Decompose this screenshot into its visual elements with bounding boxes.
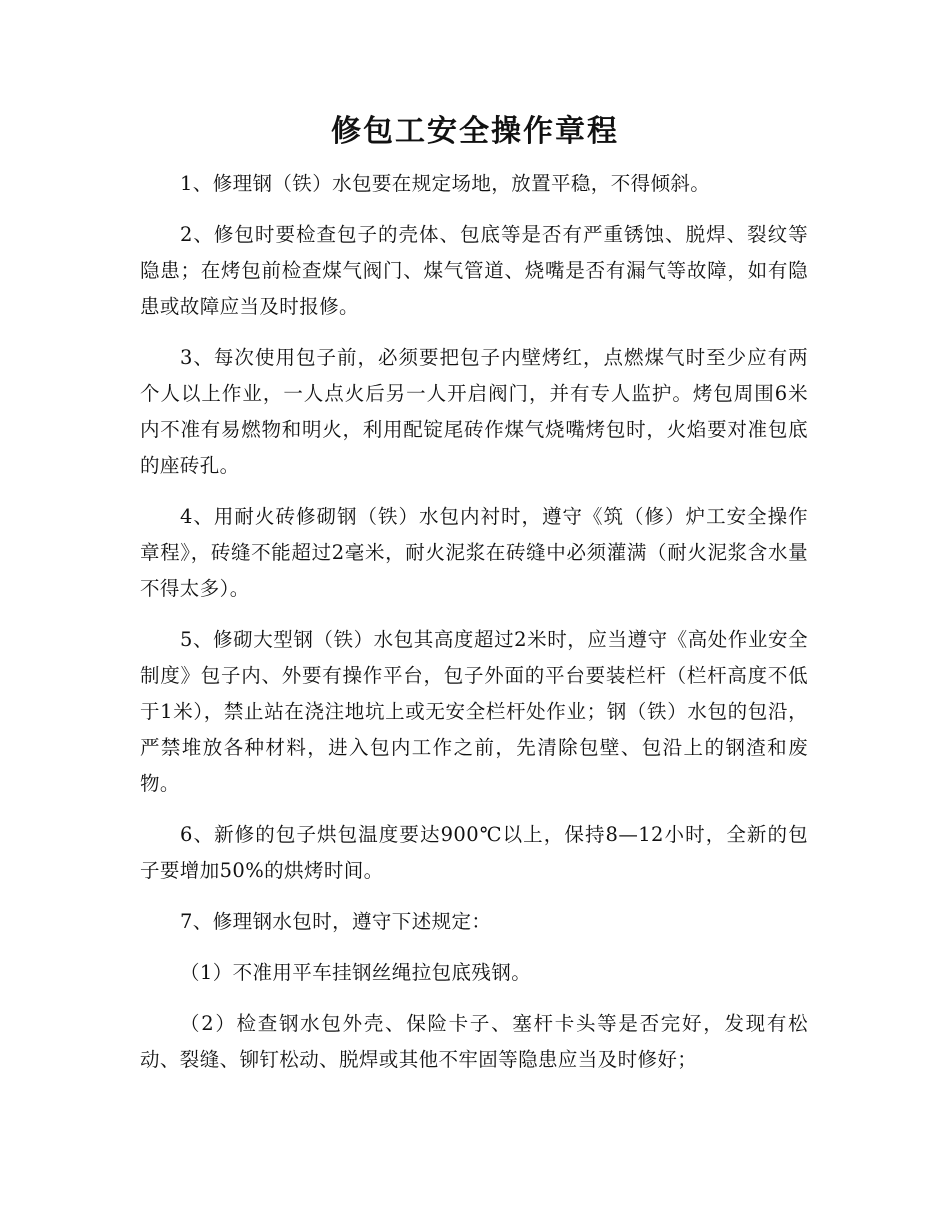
document-body (140, 166, 808, 1093)
paragraph-3: 3、每次使用包子前，必须要把包子内壁烤红，点燃煤气时至少应有两个人以上作业，一人点火后另一人开启阀门，并有专人监护。烤包周围6米内不准有易燃物和明火，利用配锭尾砖作煤气烧嘴烤包时，火焰要对准包底的座砖孔。 (140, 346, 808, 477)
paragraph-7: 7、修理钢水包时，遵守下述规定： (180, 910, 492, 933)
paragraph-5: 5、修砌大型钢（铁）水包其高度超过2米时，应当遵守《高处作业安全制度》包子内、外要有操作平台，包子外面的平台要装栏杆（栏杆高度不低于1米），禁止站在浇注地坑上或无安全栏杆处作业；钢（铁）水包的包沿，严禁堆放各种材料，进入包内工作之前，先清除包壁、包沿上的钢渣和废物。 (140, 628, 808, 795)
paragraph-7-item-2: （2）检查钢水包外壳、保险卡子、塞杆卡头等是否完好，发现有松动、裂缝、铆钉松动、脱焊或其他不牢固等隐患应当及时修好； (140, 1012, 808, 1071)
paragraph-2: 2、修包时要检查包子的壳体、包底等是否有严重锈蚀、脱焊、裂纹等隐患；在烤包前检查煤气阀门、煤气管道、烧嘴是否有漏气等故障，如有隐患或故障应当及时报修。 (140, 223, 808, 318)
paragraph-1: 1、修理钢（铁）水包要在规定场地，放置平稳，不得倾斜。 (180, 172, 711, 195)
document-title: 修包工安全操作章程 (331, 114, 619, 149)
paragraph-4: 4、用耐火砖修砌钢（铁）水包内衬时，遵守《筑（修）炉工安全操作章程》，砖缝不能超过2毫米，耐火泥浆在砖缝中必须灌满（耐火泥浆含水量不得太多）。 (140, 505, 808, 600)
paragraph-7-item-1: （1）不准用平车挂钢丝绳拉包底残钢。 (180, 961, 532, 984)
paragraph-6: 6、新修的包子烘包温度要达900℃以上，保持8—12小时，全新的包子要增加50%的烘烤时间。 (140, 823, 808, 882)
